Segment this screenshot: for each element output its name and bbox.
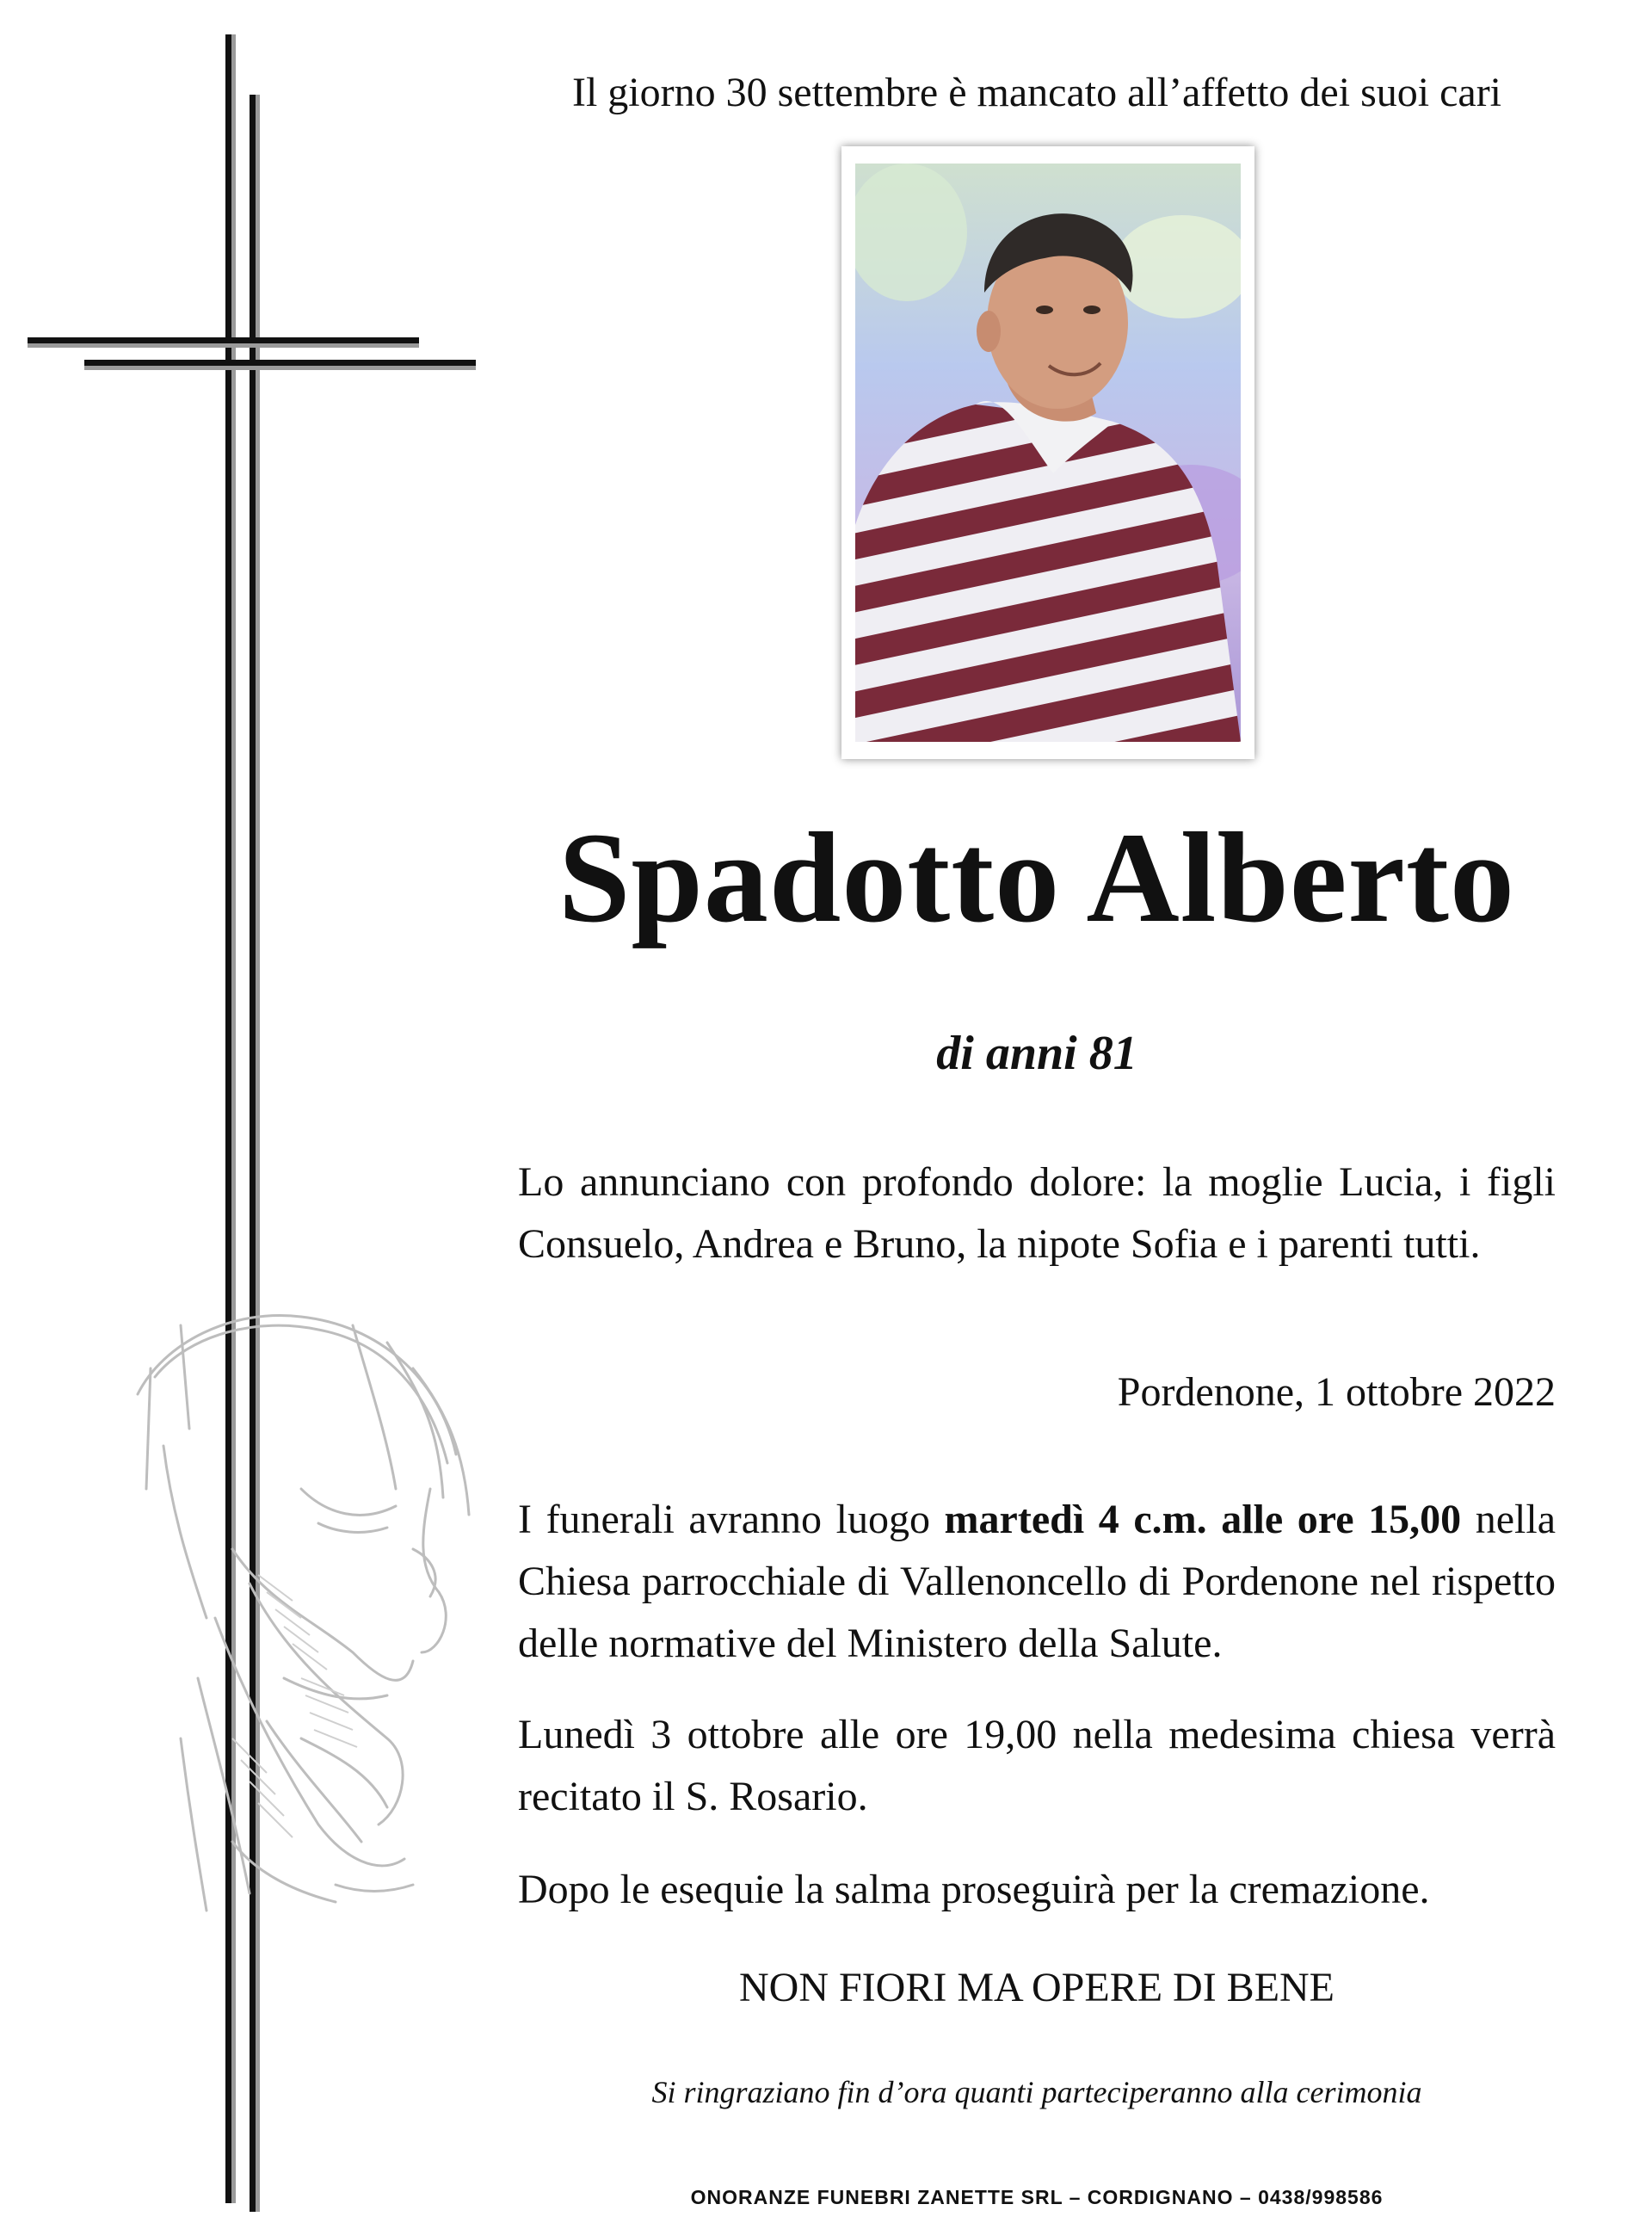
christ-face-sketch-icon — [129, 1291, 490, 1928]
place-date: Pordenone, 1 ottobre 2022 — [1117, 1369, 1556, 1415]
funeral-datetime: martedì 4 c.m. alle ore 15,00 — [944, 1497, 1462, 1542]
deceased-name: Spadotto Alberto — [558, 806, 1515, 949]
portrait-photo — [855, 164, 1241, 742]
funeral-prefix: I funerali avranno luogo — [518, 1497, 945, 1542]
no-flowers-text: NON FIORI MA OPERE DI BENE — [738, 1965, 1335, 2010]
funeral-paragraph — [518, 1489, 1556, 1675]
rosary-paragraph: Lunedì 3 ottobre alle ore 19,00 nella medesima chiesa verrà recitato il S. Rosario. — [518, 1712, 1556, 1819]
thanks-text: Si ringraziano fin d’ora quanti parteciperanno alla cerimonia — [651, 2075, 1422, 2109]
cross-horizontal-bar — [28, 337, 419, 343]
portrait-frame — [841, 146, 1254, 759]
intro-text: Il giorno 30 settembre è mancato all’affetto dei suoi cari — [571, 70, 1502, 115]
age-text: di anni 81 — [936, 1027, 1137, 1080]
cremation-paragraph: Dopo le esequie la salma proseguirà per la cremazione. — [518, 1867, 1430, 1912]
announcement-paragraph: Lo annunciano con profondo dolore: la moglie Lucia, i figli Consuelo, Andrea e Bruno, la nipote Sofia e i parenti tutti. — [518, 1159, 1556, 1267]
portrait-illustration — [855, 164, 1241, 742]
cross-horizontal-bar-offset — [84, 360, 476, 366]
funeral-suffix: nella Chiesa parrocchiale di Vallenoncello di Pordenone nel rispetto delle normative del Ministero della Salute. — [518, 1497, 1556, 1666]
funeral-home-footer: ONORANZE FUNEBRI ZANETTE SRL – CORDIGNANO – 0438/998586 — [690, 2186, 1384, 2208]
